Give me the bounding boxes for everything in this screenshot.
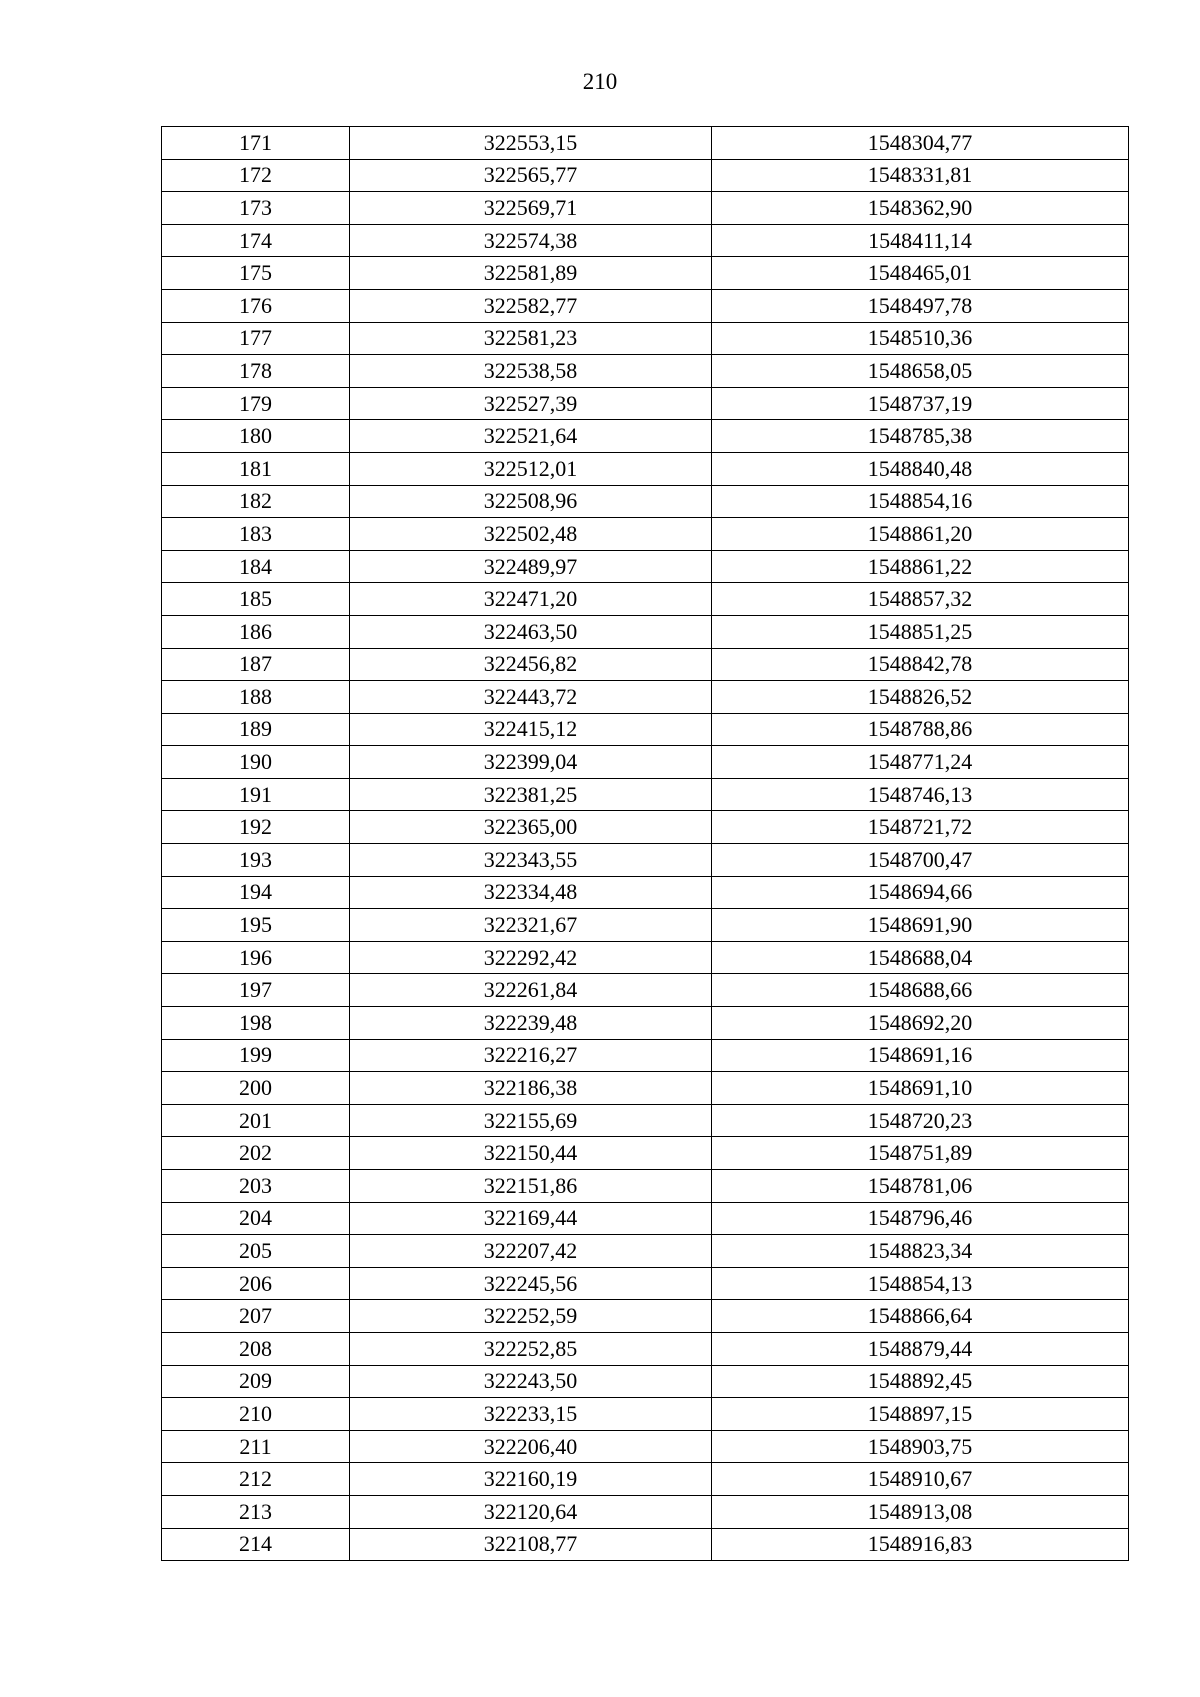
y-coordinate-cell: 1548781,06: [712, 1170, 1129, 1203]
x-coordinate-cell: 322261,84: [350, 974, 712, 1007]
point-number-cell: 186: [162, 615, 350, 648]
y-coordinate-cell: 1548304,77: [712, 127, 1129, 160]
table-row: [162, 322, 1129, 355]
table-row: [162, 746, 1129, 779]
x-coordinate-cell: 322399,04: [350, 746, 712, 779]
table-row: [162, 713, 1129, 746]
y-coordinate-cell: 1548751,89: [712, 1137, 1129, 1170]
x-coordinate-cell: 322334,48: [350, 876, 712, 909]
point-number-cell: 174: [162, 224, 350, 257]
x-coordinate-cell: 322527,39: [350, 387, 712, 420]
point-number-cell: 181: [162, 452, 350, 485]
point-number-cell: 190: [162, 746, 350, 779]
x-coordinate-cell: 322120,64: [350, 1495, 712, 1528]
point-number-cell: 192: [162, 811, 350, 844]
table-row: [162, 811, 1129, 844]
table-row: [162, 1202, 1129, 1235]
x-coordinate-cell: 322553,15: [350, 127, 712, 160]
table-row: [162, 1528, 1129, 1561]
table-row: [162, 778, 1129, 811]
y-coordinate-cell: 1548861,20: [712, 518, 1129, 551]
x-coordinate-cell: 322151,86: [350, 1170, 712, 1203]
point-number-cell: 208: [162, 1332, 350, 1365]
point-number-cell: 206: [162, 1267, 350, 1300]
y-coordinate-cell: 1548720,23: [712, 1104, 1129, 1137]
point-number-cell: 185: [162, 583, 350, 616]
x-coordinate-cell: 322207,42: [350, 1235, 712, 1268]
table-row: [162, 127, 1129, 160]
x-coordinate-cell: 322581,89: [350, 257, 712, 290]
table-row: [162, 1104, 1129, 1137]
x-coordinate-cell: 322186,38: [350, 1072, 712, 1105]
y-coordinate-cell: 1548694,66: [712, 876, 1129, 909]
point-number-cell: 171: [162, 127, 350, 160]
table-row: [162, 452, 1129, 485]
y-coordinate-cell: 1548692,20: [712, 1007, 1129, 1040]
x-coordinate-cell: 322582,77: [350, 289, 712, 322]
table-row: [162, 909, 1129, 942]
y-coordinate-cell: 1548465,01: [712, 257, 1129, 290]
y-coordinate-cell: 1548840,48: [712, 452, 1129, 485]
point-number-cell: 197: [162, 974, 350, 1007]
y-coordinate-cell: 1548823,34: [712, 1235, 1129, 1268]
y-coordinate-cell: 1548826,52: [712, 681, 1129, 714]
point-number-cell: 177: [162, 322, 350, 355]
x-coordinate-cell: 322502,48: [350, 518, 712, 551]
table-row: [162, 941, 1129, 974]
point-number-cell: 212: [162, 1463, 350, 1496]
x-coordinate-cell: 322508,96: [350, 485, 712, 518]
point-number-cell: 207: [162, 1300, 350, 1333]
point-number-cell: 200: [162, 1072, 350, 1105]
point-number-cell: 178: [162, 355, 350, 388]
table-row: [162, 224, 1129, 257]
table-row: [162, 257, 1129, 290]
x-coordinate-cell: 322415,12: [350, 713, 712, 746]
x-coordinate-cell: 322206,40: [350, 1430, 712, 1463]
y-coordinate-cell: 1548785,38: [712, 420, 1129, 453]
point-number-cell: 213: [162, 1495, 350, 1528]
point-number-cell: 198: [162, 1007, 350, 1040]
x-coordinate-cell: 322252,59: [350, 1300, 712, 1333]
point-number-cell: 214: [162, 1528, 350, 1561]
y-coordinate-cell: 1548861,22: [712, 550, 1129, 583]
y-coordinate-cell: 1548691,10: [712, 1072, 1129, 1105]
x-coordinate-cell: 322569,71: [350, 192, 712, 225]
table-row: [162, 1235, 1129, 1268]
y-coordinate-cell: 1548411,14: [712, 224, 1129, 257]
point-number-cell: 180: [162, 420, 350, 453]
y-coordinate-cell: 1548510,36: [712, 322, 1129, 355]
y-coordinate-cell: 1548737,19: [712, 387, 1129, 420]
x-coordinate-cell: 322292,42: [350, 941, 712, 974]
table-row: [162, 974, 1129, 1007]
point-number-cell: 210: [162, 1398, 350, 1431]
table-row: [162, 192, 1129, 225]
x-coordinate-cell: 322239,48: [350, 1007, 712, 1040]
y-coordinate-cell: 1548331,81: [712, 159, 1129, 192]
table-row: [162, 583, 1129, 616]
y-coordinate-cell: 1548857,32: [712, 583, 1129, 616]
point-number-cell: 172: [162, 159, 350, 192]
table-row: [162, 681, 1129, 714]
table-row: [162, 1267, 1129, 1300]
table-row: [162, 420, 1129, 453]
table-row: [162, 387, 1129, 420]
table-row: [162, 355, 1129, 388]
point-number-cell: 183: [162, 518, 350, 551]
table-row: [162, 1365, 1129, 1398]
table-row: [162, 518, 1129, 551]
point-number-cell: 173: [162, 192, 350, 225]
point-number-cell: 196: [162, 941, 350, 974]
table-row: [162, 1072, 1129, 1105]
point-number-cell: 211: [162, 1430, 350, 1463]
y-coordinate-cell: 1548910,67: [712, 1463, 1129, 1496]
y-coordinate-cell: 1548903,75: [712, 1430, 1129, 1463]
table-row: [162, 1332, 1129, 1365]
x-coordinate-cell: 322321,67: [350, 909, 712, 942]
x-coordinate-cell: 322216,27: [350, 1039, 712, 1072]
table-row: [162, 1170, 1129, 1203]
point-number-cell: 184: [162, 550, 350, 583]
y-coordinate-cell: 1548854,16: [712, 485, 1129, 518]
x-coordinate-cell: 322365,00: [350, 811, 712, 844]
x-coordinate-cell: 322521,64: [350, 420, 712, 453]
x-coordinate-cell: 322463,50: [350, 615, 712, 648]
table-row: [162, 159, 1129, 192]
point-number-cell: 205: [162, 1235, 350, 1268]
x-coordinate-cell: 322343,55: [350, 844, 712, 877]
table-row: [162, 1007, 1129, 1040]
y-coordinate-cell: 1548691,90: [712, 909, 1129, 942]
y-coordinate-cell: 1548497,78: [712, 289, 1129, 322]
point-number-cell: 193: [162, 844, 350, 877]
x-coordinate-cell: 322252,85: [350, 1332, 712, 1365]
y-coordinate-cell: 1548866,64: [712, 1300, 1129, 1333]
x-coordinate-cell: 322150,44: [350, 1137, 712, 1170]
y-coordinate-cell: 1548691,16: [712, 1039, 1129, 1072]
table-row: [162, 615, 1129, 648]
x-coordinate-cell: 322243,50: [350, 1365, 712, 1398]
x-coordinate-cell: 322160,19: [350, 1463, 712, 1496]
y-coordinate-cell: 1548913,08: [712, 1495, 1129, 1528]
x-coordinate-cell: 322574,38: [350, 224, 712, 257]
y-coordinate-cell: 1548688,04: [712, 941, 1129, 974]
table-row: [162, 485, 1129, 518]
x-coordinate-cell: 322245,56: [350, 1267, 712, 1300]
y-coordinate-cell: 1548916,83: [712, 1528, 1129, 1561]
point-number-cell: 194: [162, 876, 350, 909]
point-number-cell: 176: [162, 289, 350, 322]
x-coordinate-cell: 322512,01: [350, 452, 712, 485]
point-number-cell: 187: [162, 648, 350, 681]
y-coordinate-cell: 1548796,46: [712, 1202, 1129, 1235]
point-number-cell: 199: [162, 1039, 350, 1072]
y-coordinate-cell: 1548897,15: [712, 1398, 1129, 1431]
y-coordinate-cell: 1548746,13: [712, 778, 1129, 811]
table-row: [162, 1300, 1129, 1333]
x-coordinate-cell: 322155,69: [350, 1104, 712, 1137]
point-number-cell: 189: [162, 713, 350, 746]
point-number-cell: 182: [162, 485, 350, 518]
table-row: [162, 289, 1129, 322]
point-number-cell: 204: [162, 1202, 350, 1235]
table-row: [162, 550, 1129, 583]
x-coordinate-cell: 322108,77: [350, 1528, 712, 1561]
table-row: [162, 876, 1129, 909]
y-coordinate-cell: 1548879,44: [712, 1332, 1129, 1365]
x-coordinate-cell: 322538,58: [350, 355, 712, 388]
point-number-cell: 209: [162, 1365, 350, 1398]
table-row: [162, 648, 1129, 681]
table-row: [162, 1039, 1129, 1072]
coordinates-table: [161, 126, 1129, 1561]
x-coordinate-cell: 322489,97: [350, 550, 712, 583]
point-number-cell: 179: [162, 387, 350, 420]
x-coordinate-cell: 322169,44: [350, 1202, 712, 1235]
table-row: [162, 1495, 1129, 1528]
y-coordinate-cell: 1548658,05: [712, 355, 1129, 388]
table-row: [162, 1463, 1129, 1496]
page-number: 210: [582, 69, 618, 94]
point-number-cell: 188: [162, 681, 350, 714]
table-row: [162, 1430, 1129, 1463]
point-number-cell: 202: [162, 1137, 350, 1170]
x-coordinate-cell: 322581,23: [350, 322, 712, 355]
table-row: [162, 844, 1129, 877]
point-number-cell: 175: [162, 257, 350, 290]
y-coordinate-cell: 1548688,66: [712, 974, 1129, 1007]
y-coordinate-cell: 1548771,24: [712, 746, 1129, 779]
table-row: [162, 1398, 1129, 1431]
y-coordinate-cell: 1548842,78: [712, 648, 1129, 681]
point-number-cell: 195: [162, 909, 350, 942]
y-coordinate-cell: 1548854,13: [712, 1267, 1129, 1300]
y-coordinate-cell: 1548362,90: [712, 192, 1129, 225]
point-number-cell: 191: [162, 778, 350, 811]
y-coordinate-cell: 1548892,45: [712, 1365, 1129, 1398]
point-number-cell: 203: [162, 1170, 350, 1203]
x-coordinate-cell: 322565,77: [350, 159, 712, 192]
x-coordinate-cell: 322471,20: [350, 583, 712, 616]
x-coordinate-cell: 322443,72: [350, 681, 712, 714]
y-coordinate-cell: 1548721,72: [712, 811, 1129, 844]
x-coordinate-cell: 322233,15: [350, 1398, 712, 1431]
y-coordinate-cell: 1548788,86: [712, 713, 1129, 746]
x-coordinate-cell: 322381,25: [350, 778, 712, 811]
table-row: [162, 1137, 1129, 1170]
y-coordinate-cell: 1548851,25: [712, 615, 1129, 648]
x-coordinate-cell: 322456,82: [350, 648, 712, 681]
point-number-cell: 201: [162, 1104, 350, 1137]
coordinates-table-body: [162, 127, 1129, 1561]
y-coordinate-cell: 1548700,47: [712, 844, 1129, 877]
